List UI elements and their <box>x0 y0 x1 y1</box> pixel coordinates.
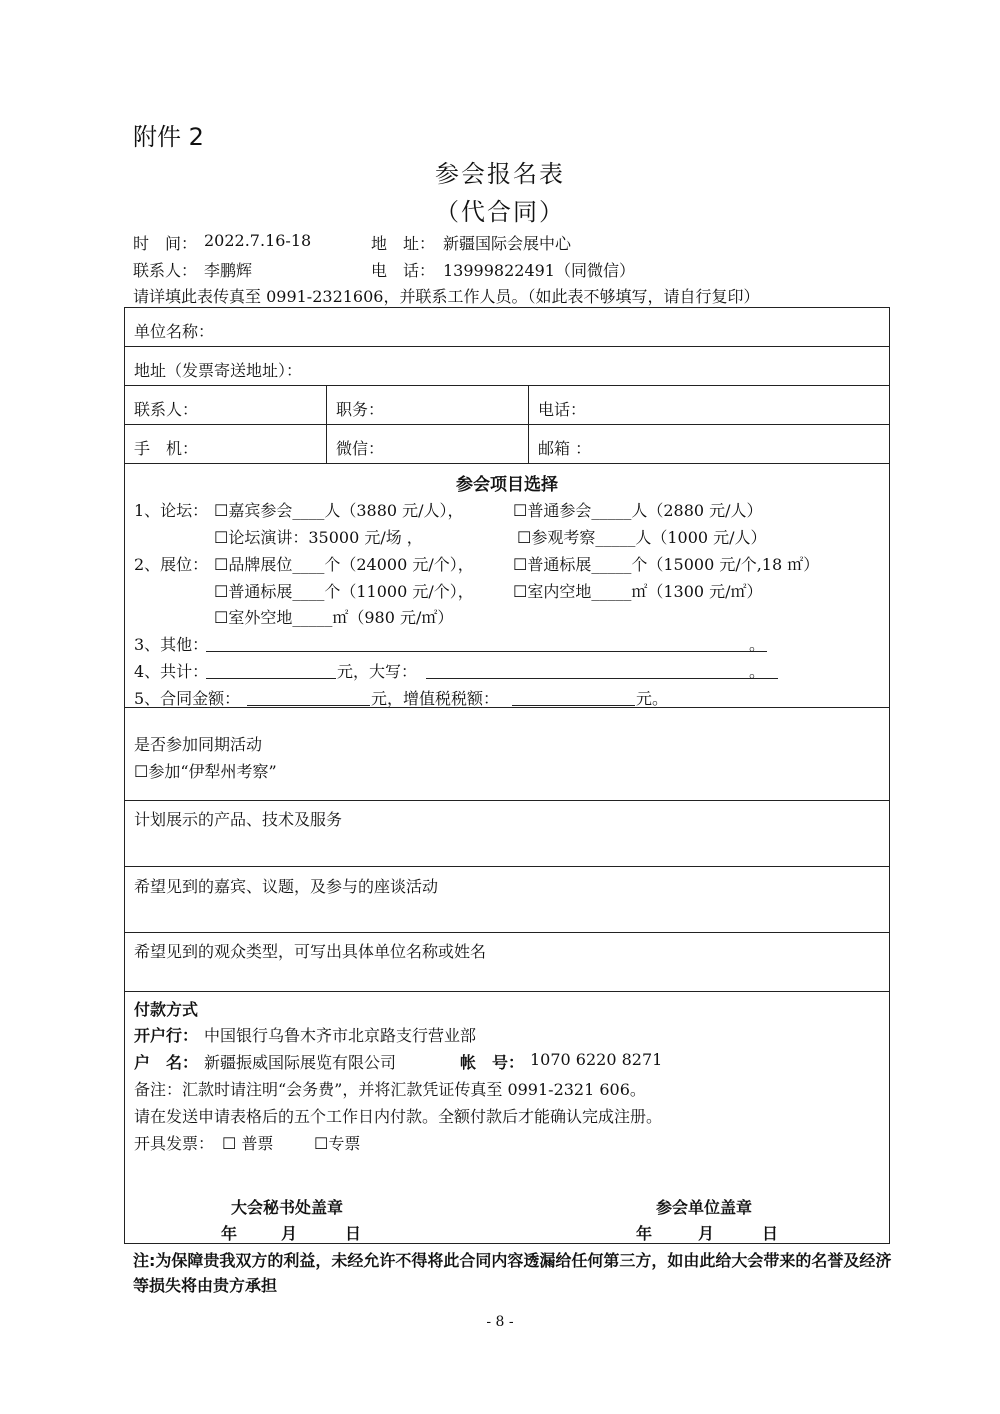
secretariat-month: 月 <box>281 1224 298 1243</box>
account-name-label: 户 名： <box>134 1053 199 1072</box>
wechat-field[interactable]: 微信： <box>336 439 385 458</box>
secretariat-stamp-label: 大会秘书处盖章 <box>231 1198 344 1217</box>
payment-note-2: 请在发送申请表格后的五个工作日内付款。全额付款后才能确认完成注册。 <box>134 1107 663 1126</box>
phone-value: 13999822491（同微信） <box>443 261 635 280</box>
booth-standard-option-2[interactable]: ☐普通标展____个（11000 元/个）， <box>214 582 474 601</box>
total-amount-line[interactable] <box>206 678 336 679</box>
participant-stamp-label: 参会单位盖章 <box>656 1198 753 1217</box>
org-name-field[interactable]: 单位名称： <box>134 322 215 341</box>
email-field[interactable]: 邮箱 ： <box>538 439 592 458</box>
total-words-line[interactable] <box>426 678 778 679</box>
invoice-label: 开具发票： <box>134 1134 215 1153</box>
forum-guest-option[interactable]: ☐嘉宾参会____人（3880 元/人）， <box>214 501 464 520</box>
place-label: 地 址： <box>371 234 436 253</box>
address-field[interactable]: 地址（发票寄送地址）： <box>134 361 303 380</box>
total-end: 。 <box>749 662 766 681</box>
total-yuan-text: 元，大写： <box>337 662 418 681</box>
booth-brand-option[interactable]: ☐品牌展位____个（24000 元/个）， <box>214 555 474 574</box>
forum-normal-option[interactable]: ☐普通参会_____人（2880 元/人） <box>513 501 763 520</box>
booth-outdoor-option[interactable]: ☐室外空地_____㎡（980 元/㎡） <box>214 608 454 627</box>
col-divider <box>528 385 529 463</box>
row-divider <box>125 463 889 464</box>
participant-day: 日 <box>762 1224 779 1243</box>
participant-year: 年 <box>636 1224 653 1243</box>
booth-label: 2、展位： <box>134 555 209 574</box>
account-number-label: 帐 号： <box>460 1053 525 1072</box>
payment-note-1: 备注：汇款时请注明“会务费”，并将汇款凭证传真至 0991-2321 606。 <box>134 1080 646 1099</box>
page-title: 参会报名表 <box>435 160 565 188</box>
row-divider <box>125 991 889 992</box>
row-divider <box>125 346 889 347</box>
vat-amount-line[interactable] <box>512 705 635 706</box>
contract-amount-line[interactable] <box>247 705 370 706</box>
contract-label: 5、合同金额： <box>134 689 241 708</box>
time-value: 2022.7.16-18 <box>204 231 312 250</box>
contact-person-field[interactable]: 联系人： <box>134 400 199 419</box>
booth-standard-option-1[interactable]: ☐普通标展_____个（15000 元/个,18 ㎡） <box>513 555 820 574</box>
activity-option[interactable]: ☐参加“伊犁州考察” <box>134 762 277 781</box>
row-divider <box>125 385 889 386</box>
invoice-special-option[interactable]: ☐专票 <box>314 1134 361 1153</box>
forum-label: 1、论坛： <box>134 501 209 520</box>
contact-value: 李鹏辉 <box>204 261 253 280</box>
contract-yuan-text: 元，增值税税额： <box>371 689 500 708</box>
other-fill-line[interactable] <box>206 651 767 652</box>
mobile-field[interactable]: 手 机： <box>134 439 199 458</box>
payment-title: 付款方式 <box>134 1000 199 1019</box>
items-section-title: 参会项目选择 <box>456 475 558 495</box>
bank-value: 中国银行乌鲁木齐市北京路支行营业部 <box>204 1026 477 1045</box>
place-value: 新疆国际会展中心 <box>443 234 572 253</box>
phone-label: 电 话： <box>371 261 436 280</box>
instruction-text: 请详填此表传真至 0991-2321606，并联系工作人员。（如此表不够填写，请自行复印） <box>133 287 760 306</box>
telephone-field[interactable]: 电话： <box>538 400 587 419</box>
invoice-normal-option[interactable]: ☐ 普票 <box>222 1134 274 1153</box>
col-divider <box>326 385 327 463</box>
contract-end: 元。 <box>636 689 669 708</box>
page-number: - 8 - <box>486 1314 514 1330</box>
registration-form <box>124 307 890 1244</box>
bank-label: 开户行： <box>134 1026 199 1045</box>
other-end: 。 <box>749 635 766 654</box>
guests-field[interactable]: 希望见到的嘉宾、议题，及参与的座谈活动 <box>134 877 439 896</box>
row-divider <box>125 800 889 801</box>
position-field[interactable]: 职务： <box>336 400 385 419</box>
confidentiality-note: 注:为保障贵我双方的利益，未经允许不得将此合同内容透漏给任何第三方，如由此给大会带来的名誉及经济等损失将由贵方承担 <box>133 1251 892 1295</box>
forum-visit-option[interactable]: ☐参观考察_____人（1000 元/人） <box>517 528 767 547</box>
total-label: 4、共计： <box>134 662 209 681</box>
time-label: 时 间： <box>133 234 198 253</box>
audience-field[interactable]: 希望见到的观众类型，可写出具体单位名称或姓名 <box>134 942 487 961</box>
account-number-value: 1070 6220 8271 <box>530 1050 663 1069</box>
booth-indoor-option[interactable]: ☐室内空地_____㎡（1300 元/㎡） <box>513 582 763 601</box>
contact-label: 联系人： <box>133 261 198 280</box>
row-divider <box>125 866 889 867</box>
secretariat-year: 年 <box>221 1224 238 1243</box>
row-divider <box>125 424 889 425</box>
page-subtitle: （代合同） <box>435 198 565 226</box>
participant-month: 月 <box>698 1224 715 1243</box>
other-label: 3、其他： <box>134 635 209 654</box>
products-field[interactable]: 计划展示的产品、技术及服务 <box>134 810 343 829</box>
account-name-value: 新疆振威国际展览有限公司 <box>204 1053 397 1072</box>
forum-speech-option[interactable]: ☐论坛演讲：35000 元/场 ， <box>214 528 423 547</box>
row-divider <box>125 932 889 933</box>
attachment-label: 附件 2 <box>133 123 204 151</box>
activity-question: 是否参加同期活动 <box>134 735 263 754</box>
secretariat-day: 日 <box>345 1224 362 1243</box>
